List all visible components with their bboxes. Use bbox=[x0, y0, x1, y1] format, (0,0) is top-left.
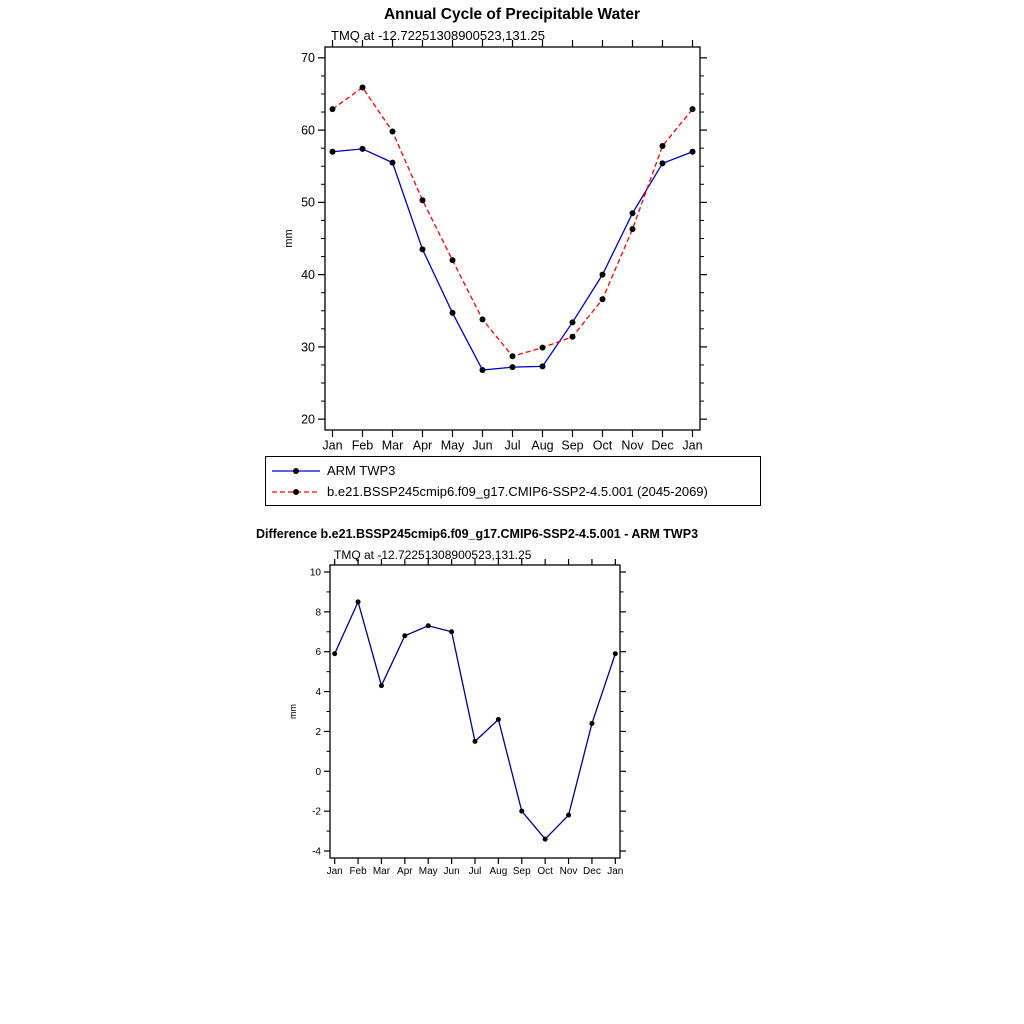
x-tick-label: Jul bbox=[504, 438, 521, 453]
main-title: Annual Cycle of Precipitable Water bbox=[383, 6, 641, 23]
x-tick-label: Feb bbox=[349, 866, 367, 877]
difference-chart-canvas bbox=[280, 558, 670, 888]
x-axis-labels bbox=[322, 439, 702, 453]
x-tick-label: Jul bbox=[468, 866, 482, 877]
y-tick-label: 6 bbox=[315, 647, 321, 659]
annual-cycle-line-chart bbox=[270, 40, 720, 455]
legend-item bbox=[270, 481, 758, 502]
x-tick-label: Mar bbox=[372, 866, 391, 877]
y-axis-title: mm bbox=[283, 229, 295, 248]
x-tick-label: Nov bbox=[621, 438, 644, 453]
y-axis-labels bbox=[310, 567, 322, 857]
y-tick-label: 2 bbox=[315, 726, 321, 738]
legend-label: ARM TWP3 bbox=[327, 463, 396, 478]
y-tick-label: 0 bbox=[315, 766, 321, 778]
y-tick-label: 4 bbox=[315, 687, 321, 699]
series-0 bbox=[332, 599, 618, 841]
y-axis-minor-ticks bbox=[321, 76, 704, 401]
x-tick-label: May bbox=[418, 866, 438, 877]
difference-chart-title: Difference b.e21.BSSP245cmip6.f09_g17.CMIP6-SSP2-4.5.001 - ARM TWP3 bbox=[255, 527, 699, 541]
top-chart-subtitle: TMQ at -12.72251308900523,131.25 bbox=[331, 28, 545, 43]
y-axis-ticks bbox=[324, 572, 626, 851]
y-tick-label: -4 bbox=[312, 846, 321, 858]
y-tick-label: 40 bbox=[301, 268, 315, 283]
legend-line-sample-icon bbox=[270, 464, 322, 478]
legend-label: b.e21.BSSP245cmip6.f09_g17.CMIP6-SSP2-4.5.001 (2045-2069) bbox=[327, 484, 708, 499]
difference-chart-subtitle: TMQ at -12.72251308900523,131.25 bbox=[334, 548, 532, 562]
x-tick-label: Jun bbox=[443, 866, 460, 877]
y-tick-label: 8 bbox=[315, 607, 321, 619]
x-axis-ticks bbox=[333, 40, 693, 437]
x-tick-label: Feb bbox=[351, 438, 374, 453]
series-1 bbox=[330, 84, 696, 359]
y-tick-label: 30 bbox=[301, 340, 315, 355]
x-tick-label: Sep bbox=[561, 438, 584, 453]
chart-legend bbox=[265, 456, 761, 506]
x-tick-label: Apr bbox=[412, 438, 433, 453]
y-axis-labels bbox=[301, 51, 315, 426]
x-tick-label: Aug bbox=[531, 438, 554, 453]
top-chart-canvas bbox=[270, 40, 720, 455]
plot-frame bbox=[325, 47, 700, 430]
legend-line-sample-icon bbox=[270, 485, 322, 499]
x-axis-ticks bbox=[335, 559, 616, 864]
x-tick-label: Jan bbox=[322, 438, 343, 453]
y-tick-label: 10 bbox=[309, 567, 321, 579]
x-tick-label: Jan bbox=[326, 866, 343, 877]
y-tick-label: 20 bbox=[301, 412, 315, 427]
plot-frame bbox=[330, 565, 620, 858]
x-tick-label: Dec bbox=[651, 438, 674, 453]
series-0 bbox=[330, 146, 696, 373]
y-tick-label: -2 bbox=[312, 806, 321, 818]
x-tick-label: Sep bbox=[512, 866, 531, 877]
y-tick-label: 70 bbox=[301, 51, 315, 66]
legend-item bbox=[270, 460, 758, 481]
x-tick-label: Aug bbox=[489, 866, 508, 877]
y-tick-label: 50 bbox=[301, 195, 315, 210]
y-axis-minor-ticks bbox=[327, 592, 624, 831]
x-tick-label: Dec bbox=[583, 866, 601, 877]
x-tick-label: Oct bbox=[537, 866, 553, 877]
x-tick-label: Jan bbox=[607, 866, 624, 877]
x-tick-label: Apr bbox=[397, 866, 413, 877]
x-tick-label: Mar bbox=[381, 438, 404, 453]
x-axis-labels bbox=[327, 866, 624, 877]
x-tick-label: Jan bbox=[682, 438, 703, 453]
x-tick-label: Jun bbox=[472, 438, 493, 453]
y-tick-label: 60 bbox=[301, 123, 315, 138]
difference-line-chart bbox=[280, 558, 670, 888]
x-tick-label: Oct bbox=[592, 438, 613, 453]
x-tick-label: May bbox=[440, 438, 465, 453]
y-axis-title: mm bbox=[288, 704, 298, 719]
x-tick-label: Nov bbox=[559, 866, 578, 877]
